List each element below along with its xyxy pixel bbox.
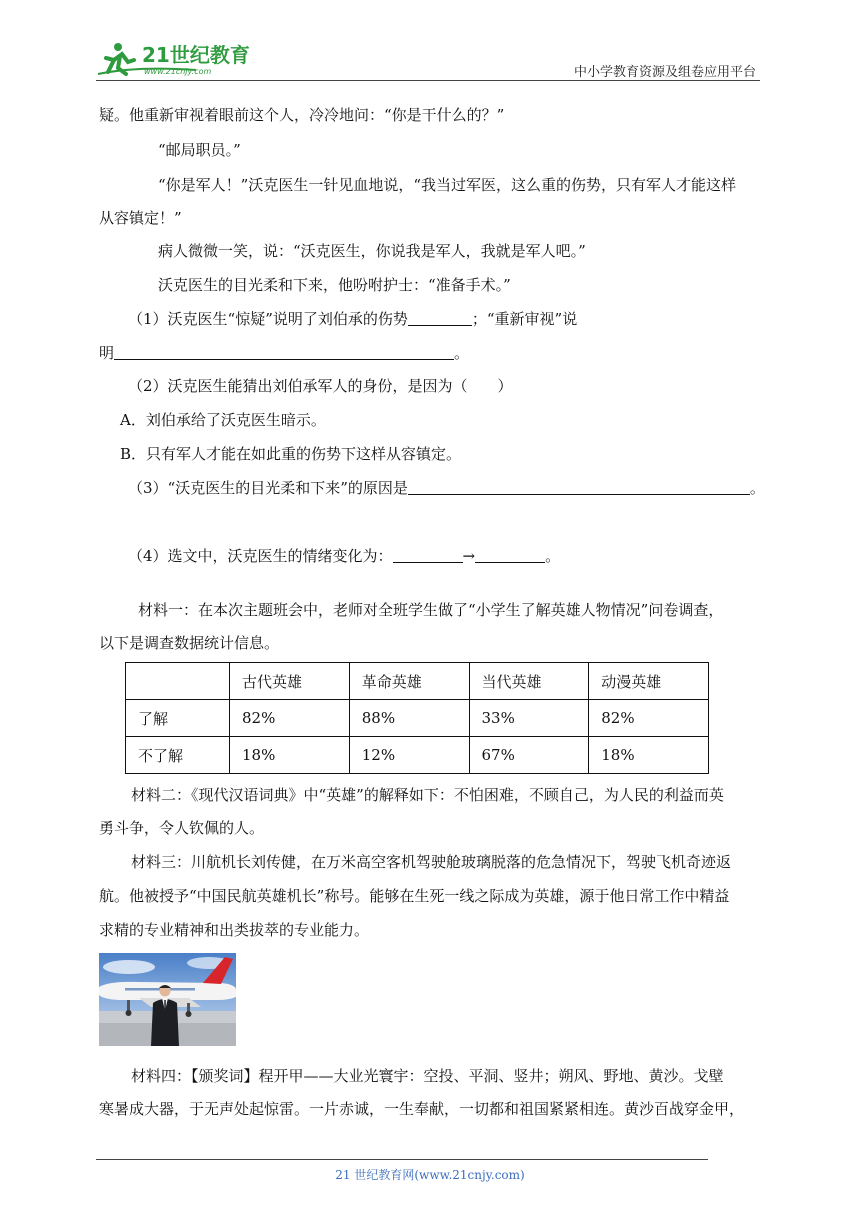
table-header-cell: 革命英雄 bbox=[349, 663, 469, 700]
material-4-line: 寒暑成大器，于无声处起惊雷。一片赤诚，一生奉献，一切都和祖国紧紧相连。黄沙百战穿金甲， bbox=[99, 1100, 745, 1118]
table-header-cell: 古代英雄 bbox=[230, 663, 350, 700]
passage-line: 从容镇定！” bbox=[99, 209, 182, 227]
passage-line: 沃克医生的目光柔和下来，他吩咐护士：“准备手术。” bbox=[158, 276, 511, 294]
question-1-continued bbox=[99, 343, 469, 363]
question-text: 。 bbox=[749, 479, 765, 497]
question-4 bbox=[128, 546, 560, 566]
passage-line: 疑。他重新审视着眼前这个人，冷冷地问：“你是干什么的？” bbox=[99, 106, 505, 124]
table-cell: 82% bbox=[230, 700, 350, 737]
table-cell: 不了解 bbox=[126, 737, 230, 774]
answer-blank[interactable] bbox=[408, 479, 750, 495]
footer-divider bbox=[96, 1159, 708, 1160]
material-1-line: 材料一：在本次主题班会中，老师对全班学生做了“小学生了解英雄人物情况”问卷调查， bbox=[138, 601, 724, 619]
question-text: 。 bbox=[545, 547, 561, 565]
pilot-airplane-photo bbox=[99, 953, 236, 1046]
material-4-line: 材料四：【颁奖词】程开甲——大业光寰宇：空投、平洞、竖井；朔风、野地、黄沙。戈壁 bbox=[131, 1067, 724, 1085]
answer-blank[interactable] bbox=[475, 547, 545, 563]
question-text: （4）选文中，沃克医生的情绪变化为： bbox=[128, 547, 393, 565]
question-text: （3）“沃克医生的目光柔和下来”的原因是 bbox=[128, 479, 408, 497]
table-header-row bbox=[126, 663, 709, 700]
table-row bbox=[126, 700, 709, 737]
table-cell: 了解 bbox=[126, 700, 230, 737]
table-row bbox=[126, 737, 709, 774]
passage-line: “你是军人！”沃克医生一针见血地说，“我当过军医，这么重的伤势，只有军人才能这样 bbox=[158, 176, 737, 194]
arrow-text: → bbox=[462, 547, 476, 565]
answer-blank[interactable] bbox=[393, 547, 463, 563]
table-header-cell: 当代英雄 bbox=[469, 663, 589, 700]
table-header-cell: 动漫英雄 bbox=[589, 663, 709, 700]
question-2: （2）沃克医生能猜出刘伯承军人的身份，是因为（ ） bbox=[128, 377, 513, 395]
table-cell: 82% bbox=[589, 700, 709, 737]
passage-line: 病人微微一笑，说：“沃克医生，你说我是军人，我就是军人吧。” bbox=[158, 242, 586, 260]
material-2-line: 材料二：《现代汉语词典》中“英雄”的解释如下：不怕困难，不顾自己，为人民的利益而英 bbox=[131, 786, 724, 804]
pilot-airplane-image bbox=[99, 953, 236, 1046]
material-3-line: 求精的专业精神和出类拔萃的专业能力。 bbox=[99, 921, 370, 939]
header-platform-text: 中小学教育资源及组卷应用平台 bbox=[573, 65, 756, 80]
header-divider bbox=[96, 80, 760, 81]
question-text: 明 bbox=[99, 344, 115, 362]
svg-text:www.21cnjy.com: www.21cnjy.com bbox=[144, 67, 212, 76]
answer-blank[interactable] bbox=[114, 344, 454, 360]
table-cell: 12% bbox=[349, 737, 469, 774]
material-1-line: 以下是调查数据统计信息。 bbox=[99, 634, 280, 652]
table-cell: 88% bbox=[349, 700, 469, 737]
svg-text:21世纪教育: 21世纪教育 bbox=[142, 43, 250, 67]
passage-line: “邮局职员。” bbox=[158, 141, 241, 159]
answer-blank[interactable] bbox=[408, 310, 472, 326]
table-header-cell bbox=[126, 663, 230, 700]
material-3-line: 航。他被授予“中国民航英雄机长”称号。能够在生死一线之际成为英雄，源于他日常工作中精益 bbox=[99, 887, 730, 905]
question-1 bbox=[128, 309, 577, 329]
site-logo bbox=[96, 38, 266, 78]
runner-logo-icon bbox=[96, 38, 266, 78]
option-a: A．刘伯承给了沃克医生暗示。 bbox=[120, 411, 326, 429]
question-3 bbox=[128, 478, 765, 498]
material-2-line: 勇斗争，令人钦佩的人。 bbox=[99, 819, 265, 837]
table-cell: 33% bbox=[469, 700, 589, 737]
material-3-line: 材料三：川航机长刘传健，在万米高空客机驾驶舱玻璃脱落的危急情况下，驾驶飞机奇迹返 bbox=[131, 853, 732, 871]
footer-link[interactable]: 21 世纪教育网(www.21cnjy.com) bbox=[335, 1168, 525, 1182]
table-cell: 18% bbox=[589, 737, 709, 774]
question-text: （1）沃克医生“惊疑”说明了刘伯承的伤势 bbox=[128, 310, 408, 328]
survey-table bbox=[125, 662, 709, 774]
question-text: ；“重新审视”说 bbox=[471, 310, 578, 328]
table-cell: 67% bbox=[469, 737, 589, 774]
table-cell: 18% bbox=[230, 737, 350, 774]
question-text: 。 bbox=[454, 344, 470, 362]
option-b: B．只有军人才能在如此重的伤势下这样从容镇定。 bbox=[120, 445, 462, 463]
